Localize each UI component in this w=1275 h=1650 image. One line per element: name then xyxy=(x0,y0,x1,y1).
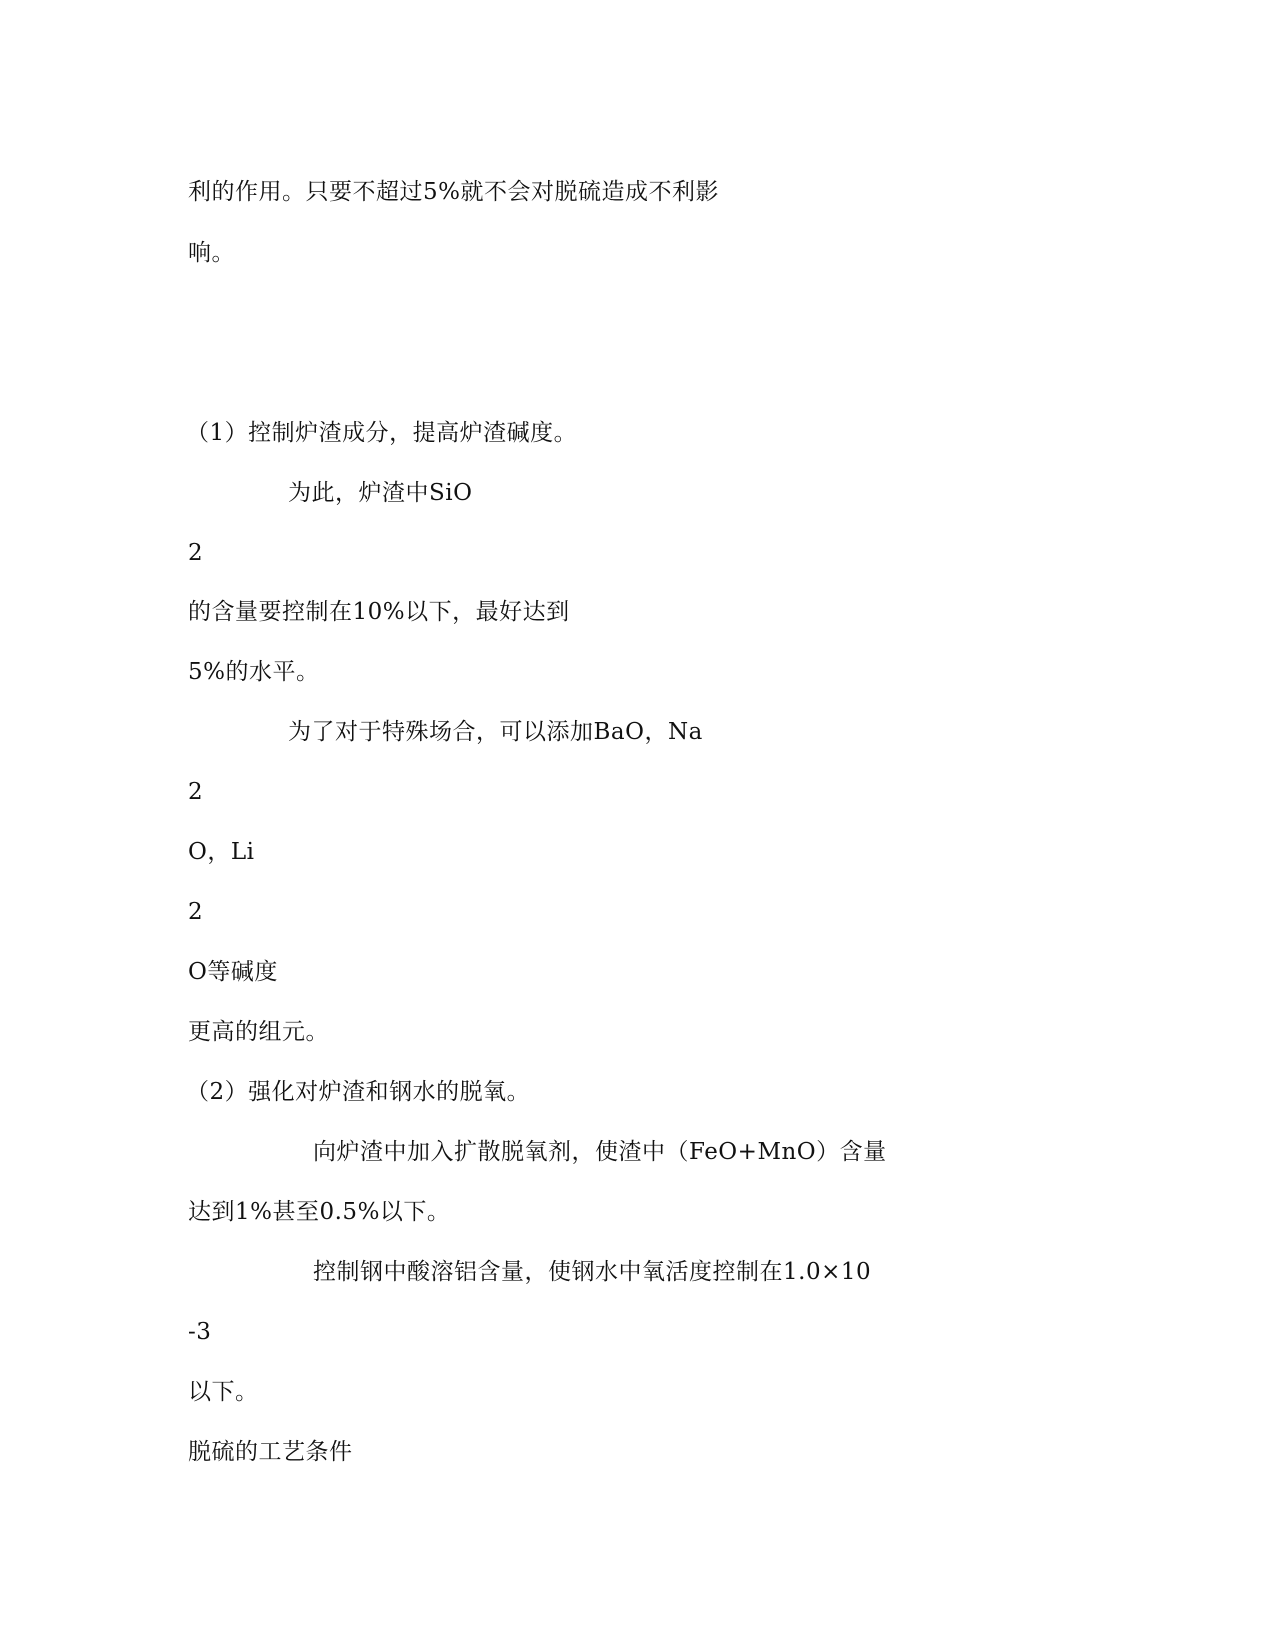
text-line: （1）控制炉渣成分，提高炉渣碱度。 xyxy=(186,420,578,446)
text-line: 脱硫的工艺条件 xyxy=(188,1439,353,1465)
text-line: 2 xyxy=(188,540,204,566)
text-line: 2 xyxy=(188,779,204,805)
text-line: 达到1%甚至0.5%以下。 xyxy=(188,1199,451,1225)
text-line: 响。 xyxy=(188,240,235,266)
text-line: 控制钢中酸溶铝含量，使钢水中氧活度控制在1.0×10 xyxy=(313,1259,872,1285)
text-line: -3 xyxy=(188,1319,212,1345)
text-line: 2 xyxy=(188,899,204,925)
text-line: O等碱度 xyxy=(188,959,278,985)
text-line: 为了对于特殊场合，可以添加BaO，Na xyxy=(288,719,703,745)
text-line: 5%的水平。 xyxy=(188,659,320,685)
text-line: 以下。 xyxy=(188,1379,259,1405)
text-line: 更高的组元。 xyxy=(188,1019,329,1045)
text-line: 的含量要控制在10%以下，最好达到 xyxy=(188,599,570,625)
text-line: 为此，炉渣中SiO xyxy=(288,480,473,506)
text-line: （2）强化对炉渣和钢水的脱氧。 xyxy=(186,1079,531,1105)
text-line: 向炉渣中加入扩散脱氧剂，使渣中（FeO+MnO）含量 xyxy=(313,1139,887,1165)
text-line: 利的作用。只要不超过5%就不会对脱硫造成不利影 xyxy=(188,179,719,205)
text-line: O，Li xyxy=(188,839,255,865)
